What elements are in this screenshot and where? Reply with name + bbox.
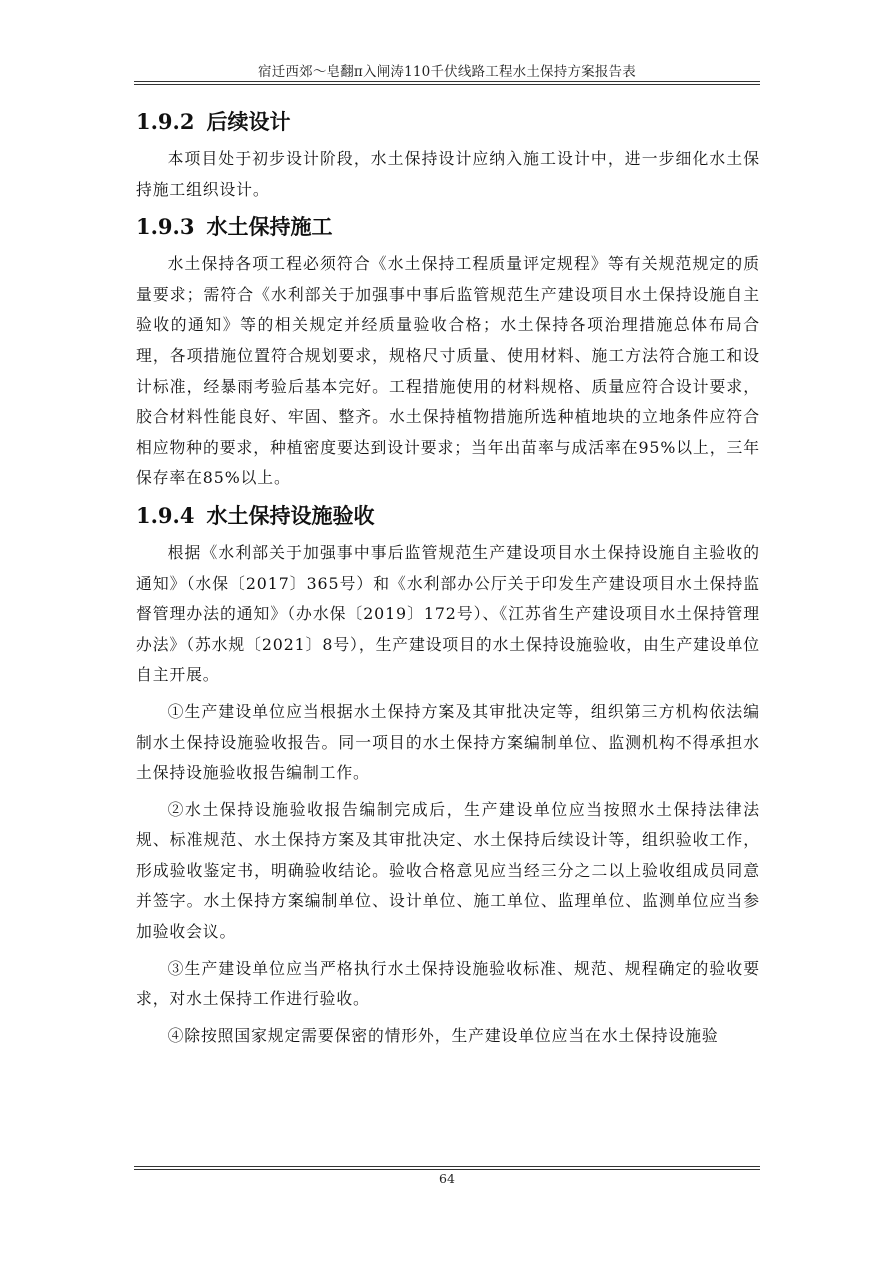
section-number: 1.9.4 [136,502,195,528]
header-rule [134,81,760,85]
paragraph: 根据《水利部关于加强事中事后监管规范生产建设项目水土保持设施自主验收的通知》（水保〔2017〕365号）和《水利部办公厅关于印发生产建设项目水土保持监督管理办法的通知》（办水保〔2019〕172号）、《江苏省生产建设项目水土保持管理办法》（苏水规〔2021〕8号），生产建设项目的水土保持设施验收，由生产建设单位自主开展。 [136,542,760,685]
footer-rule [134,1166,760,1170]
paragraph: 水土保持各项工程必须符合《水土保持工程质量评定规程》等有关规范规定的质量要求；需符合《水利部关于加强事中事后监管规范生产建设项目水土保持设施自主验收的通知》等的相关规定并经质量验收合格；水土保持各项治理措施总体布局合理，各项措施位置符合规划要求，规格尺寸质量、使用材料、施工方法符合施工和设计标准，经暴雨考验后基本完好。工程措施使用的材料规格、质量应符合设计要求，胶合材料性能良好、牢固、整齐。水土保持植物措施所选种植地块的立地条件应符合相应物种的要求，种植密度要达到设计要求；当年出苗率与成活率在95%以上，三年保存率在85%以上。 [136,254,760,488]
list-item-3: ③生产建设单位应当严格执行水土保持设施验收标准、规范、规程确定的验收要求，对水土保持工作进行验收。 [136,958,760,1009]
section-heading-1-9-2 [136,100,760,144]
section-title: 后续设计 [206,109,291,134]
section-heading-1-9-4 [136,494,760,538]
document-body [136,100,760,1051]
list-item-2: ②水土保持设施验收报告编制完成后，生产建设单位应当按照水土保持法律法规、标准规范、水土保持方案及其审批决定、水土保持后续设计等，组织验收工作，形成验收鉴定书，明确验收结论。验收合格意见应当经三分之二以上验收组成员同意并签字。水土保持方案编制单位、设计单位、施工单位、监理单位、监测单位应当参加验收会议。 [136,799,760,942]
list-item-1: ①生产建设单位应当根据水土保持方案及其审批决定等，组织第三方机构依法编制水土保持设施验收报告。同一项目的水土保持方案编制单位、监测机构不得承担水土保持设施验收报告编制工作。 [136,701,760,783]
page-number: 64 [439,1171,455,1186]
section-number: 1.9.2 [136,109,195,134]
page-header-title: 宿迁西郊～皂翻π入闸涛110千伏线路工程水土保持方案报告表 [258,64,636,80]
section-title: 水土保持施工 [206,214,333,240]
list-item-4: ④除按照国家规定需要保密的情形外，生产建设单位应当在水土保持设施验 [167,1025,719,1045]
section-number: 1.9.3 [136,214,195,240]
paragraph: 本项目处于初步设计阶段，水土保持设计应纳入施工设计中，进一步细化水土保持施工组织设计。 [136,149,760,199]
section-title: 水土保持设施验收 [206,502,375,528]
section-heading-1-9-3 [136,205,760,249]
